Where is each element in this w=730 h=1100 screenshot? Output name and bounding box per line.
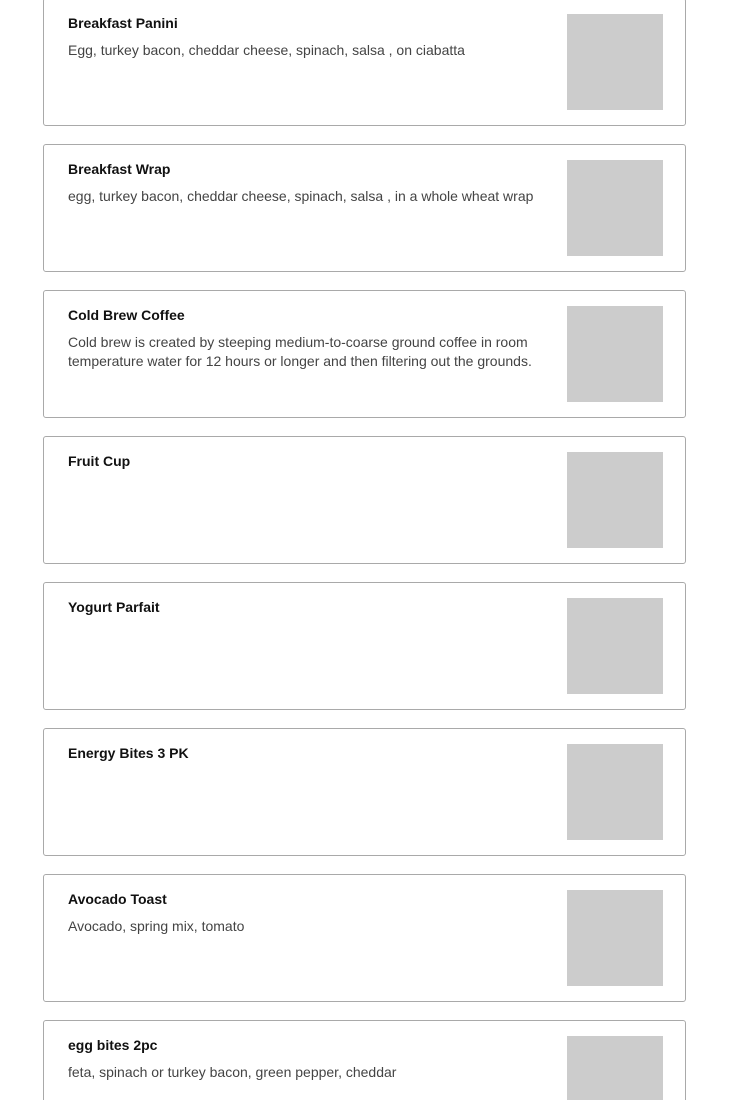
menu-item-image-placeholder: [567, 890, 663, 986]
menu-item-description: Egg, turkey bacon, cheddar cheese, spinach, salsa , on ciabatta: [68, 42, 465, 58]
menu-item-card[interactable]: [43, 0, 686, 126]
menu-item-text: [68, 159, 546, 206]
menu-item-name: Breakfast Wrap: [68, 161, 171, 177]
menu-item-card[interactable]: [43, 144, 686, 272]
menu-item-description: Avocado, spring mix, tomato: [68, 918, 245, 934]
menu-item-description: feta, spinach or turkey bacon, green pepper, cheddar: [68, 1064, 397, 1080]
menu-item-name: Energy Bites 3 PK: [68, 745, 189, 761]
menu-item-name: Yogurt Parfait: [68, 599, 160, 615]
menu-item-text: [68, 451, 546, 479]
menu-item-description: Cold brew is created by steeping medium-to-coarse ground coffee in room temperature water for 12 hours or longer and then filtering out the grounds.: [68, 334, 532, 369]
menu-item-text: [68, 889, 546, 936]
menu-item-image-placeholder: [567, 744, 663, 840]
menu-item-name: Fruit Cup: [68, 453, 131, 469]
menu-item-text: [68, 13, 546, 60]
menu-item-description: egg, turkey bacon, cheddar cheese, spinach, salsa , in a whole wheat wrap: [68, 188, 534, 204]
menu-item-text: [68, 597, 546, 625]
menu-item-card[interactable]: [43, 582, 686, 710]
menu-item-image-placeholder: [567, 1036, 663, 1100]
menu-item-image-placeholder: [567, 160, 663, 256]
menu-item-text: [68, 1035, 546, 1082]
menu-item-name: Cold Brew Coffee: [68, 307, 185, 323]
menu-item-image-placeholder: [567, 598, 663, 694]
menu-item-card[interactable]: [43, 874, 686, 1002]
menu-item-text: [68, 743, 546, 771]
menu-item-image-placeholder: [567, 306, 663, 402]
menu-item-text: [68, 305, 546, 371]
menu-item-name: Avocado Toast: [68, 891, 167, 907]
menu-item-card[interactable]: [43, 436, 686, 564]
menu-item-card[interactable]: [43, 290, 686, 418]
menu-item-image-placeholder: [567, 452, 663, 548]
menu-item-name: egg bites 2pc: [68, 1037, 158, 1053]
menu-item-card[interactable]: [43, 1020, 686, 1100]
menu-item-name: Breakfast Panini: [68, 15, 178, 31]
menu-item-card[interactable]: [43, 728, 686, 856]
menu-item-image-placeholder: [567, 14, 663, 110]
